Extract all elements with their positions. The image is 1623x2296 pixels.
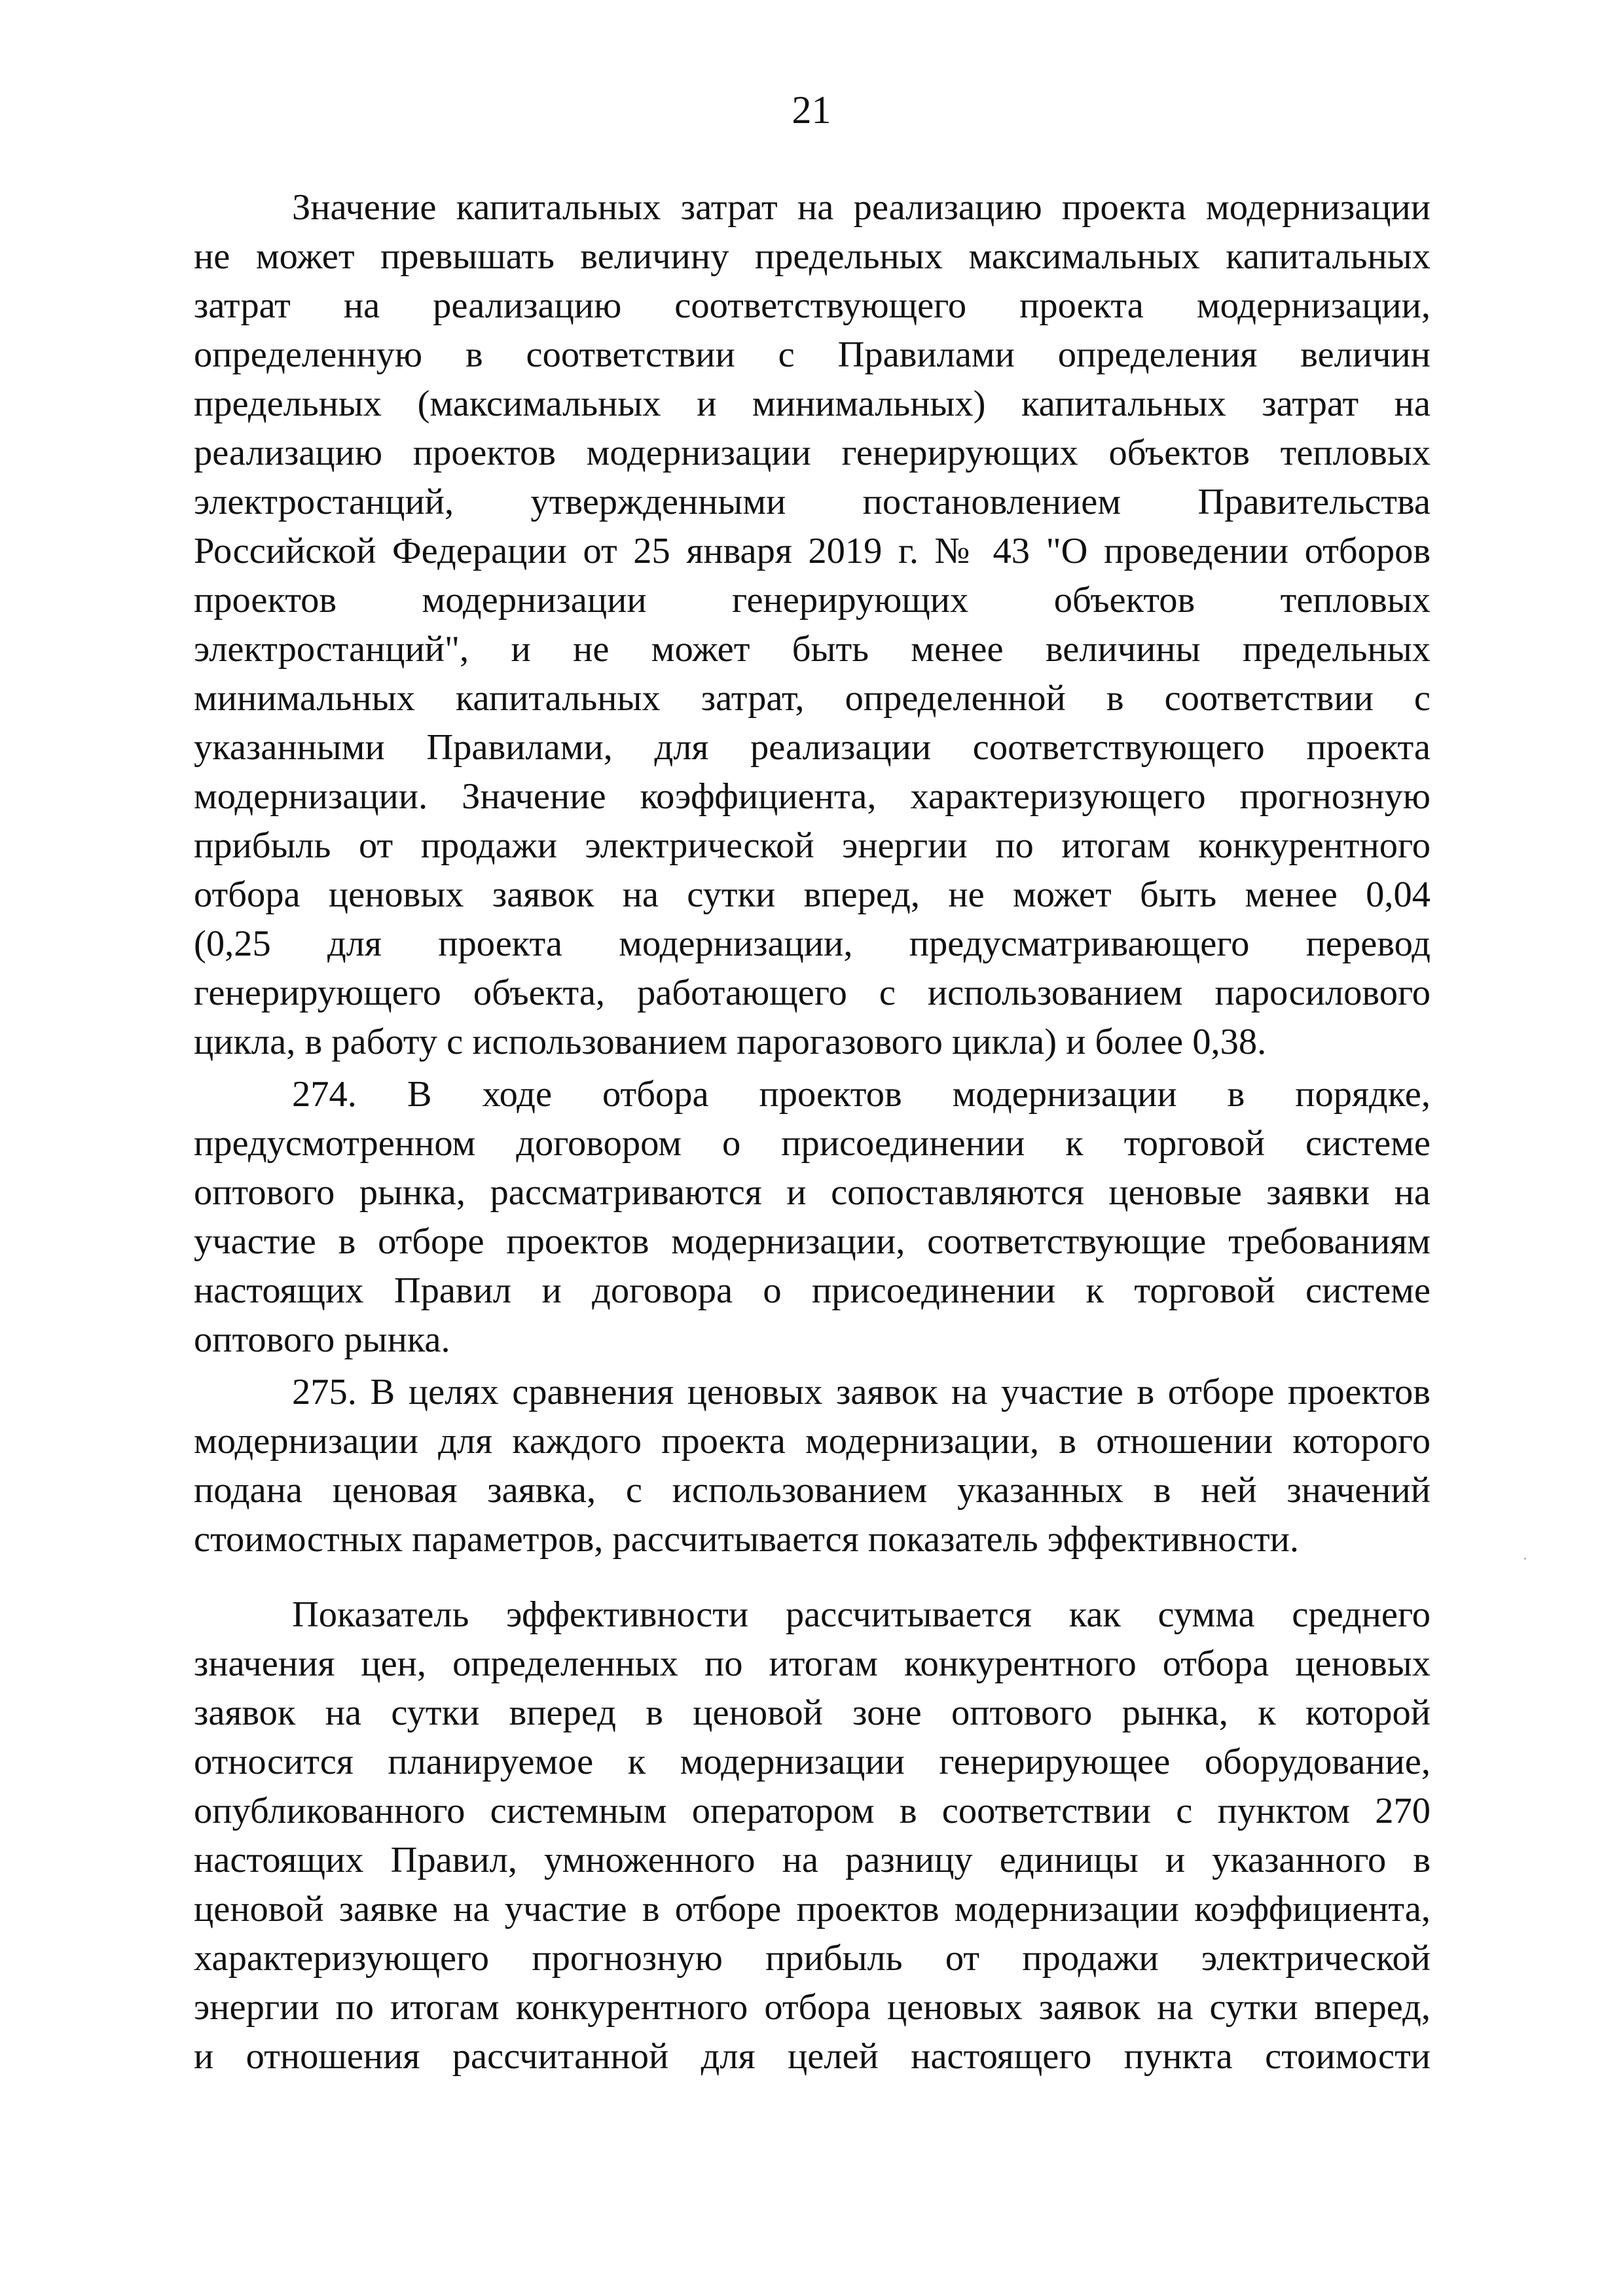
text-line: подана ценовая заявка, с использованием указанных в ней значений [194, 1470, 1431, 1511]
page-number: 21 [792, 88, 831, 132]
text-line: значения цен, определенных по итогам конкурентного отбора ценовых [194, 1643, 1431, 1684]
text-line: Российской Федерации от 25 января 2019 г. № 43 "О проведении отборов [194, 531, 1431, 571]
text-line: настоящих Правил и договора о присоединении к торговой системе [194, 1270, 1431, 1311]
paragraph-275 [194, 1368, 1431, 1564]
text-line: настоящих Правил, умноженного на разницу единицы и указанного в [194, 1840, 1431, 1880]
text-line: опубликованного системным оператором в соответствии с пунктом 270 [194, 1791, 1431, 1831]
text-line: и отношения рассчитанной для целей настоящего пункта стоимости [194, 2036, 1431, 2077]
text-line: оптового рынка. [194, 1319, 450, 1360]
text-line: предусмотренном договором о присоединении к торговой системе [194, 1123, 1431, 1164]
text-line: относится планируемое к модернизации генерирующее оборудование, [194, 1742, 1431, 1782]
text-line: электростанций, утвержденными постановлением Правительства [194, 482, 1431, 522]
text-line: оптового рынка, рассматриваются и сопоставляются ценовые заявки на [194, 1172, 1431, 1213]
text-line: указанными Правилами, для реализации соответствующего проекта [194, 727, 1431, 768]
text-line: цикла, в работу с использованием парогазового цикла) и более 0,38. [194, 1022, 1267, 1062]
text-line: участие в отборе проектов модернизации, соответствующие требованиям [194, 1221, 1431, 1262]
text-line: отбора ценовых заявок на сутки вперед, не может быть менее 0,04 [194, 874, 1431, 915]
text-line: энергии по итогам конкурентного отбора ценовых заявок на сутки вперед, [194, 1987, 1431, 2028]
document-body [194, 183, 1431, 2081]
text-line: определенную в соответствии с Правилами определения величин [194, 334, 1431, 375]
text-line: 274. В ходе отбора проектов модернизации в порядке, [292, 1074, 1431, 1115]
text-line: проектов модернизации генерирующих объектов тепловых [194, 580, 1431, 620]
text-line: Показатель эффективности рассчитывается как сумма среднего [292, 1594, 1431, 1635]
scan-speck [1524, 1558, 1526, 1560]
text-line: стоимостных параметров, рассчитывается показатель эффективности. [194, 1519, 1300, 1560]
text-line: характеризующего прогнозную прибыль от продажи электрической [194, 1938, 1431, 1979]
paragraph-efficiency-indicator [194, 1590, 1431, 2081]
text-line: модернизации для каждого проекта модернизации, в отношении которого [194, 1421, 1431, 1462]
text-line: ценовой заявке на участие в отборе проектов модернизации коэффициента, [194, 1889, 1431, 1929]
text-line: прибыль от продажи электрической энергии по итогам конкурентного [194, 825, 1431, 866]
text-line: 275. В целях сравнения ценовых заявок на участие в отборе проектов [292, 1372, 1431, 1412]
text-line: электростанций", и не может быть менее величины предельных [194, 629, 1431, 670]
text-line: минимальных капитальных затрат, определенной в соответствии с [194, 678, 1431, 719]
text-line: затрат на реализацию соответствующего проекта модернизации, [194, 285, 1431, 326]
paragraph-274 [194, 1070, 1431, 1365]
text-line: Значение капитальных затрат на реализацию проекта модернизации [292, 187, 1431, 228]
text-line: заявок на сутки вперед в ценовой зоне оптового рынка, к которой [194, 1693, 1431, 1733]
text-line: модернизации. Значение коэффициента, характеризующего прогнозную [194, 776, 1431, 817]
text-line: предельных (максимальных и минимальных) капитальных затрат на [194, 384, 1431, 424]
text-line: (0,25 для проекта модернизации, предусматривающего перевод [194, 924, 1431, 964]
text-line: генерирующего объекта, работающего с использованием паросилового [194, 973, 1431, 1013]
paragraph-capital-costs [194, 183, 1431, 1067]
text-line: реализацию проектов модернизации генерирующих объектов тепловых [194, 433, 1431, 473]
text-line: не может превышать величину предельных максимальных капитальных [194, 236, 1431, 277]
